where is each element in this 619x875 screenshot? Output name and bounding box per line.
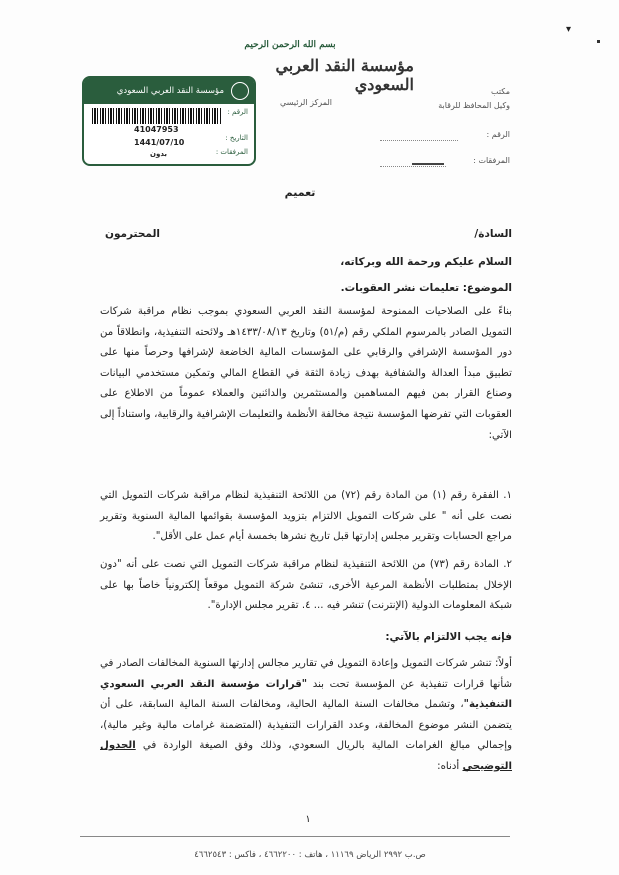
attach-dash <box>412 163 444 165</box>
dept-line-1: مكتب <box>491 87 510 96</box>
stamp-date: 1441/07/10 <box>134 138 185 147</box>
stamp-header <box>84 78 254 104</box>
first-requirement-text-b: ، وتشمل مخالفات السنة المالية الحالية، ومخالفات السنة المالية السابقة، على أن يتضمن النشر موضوع المخالفة، وعدد القرارات التنفيذية (المتضمنة غرامات مالية وغير مالية)، وإجمالي مبالغ الغرامات المالية بالريال السعودي، وذلك وفق الصيغة الواردة في <box>100 699 512 752</box>
subject: الموضوع: تعليمات نشر العقوبات. <box>340 282 512 294</box>
org-name-logo: مؤسسة النقد العربي السعودي <box>275 56 414 94</box>
corner-mark-icon: ▾ <box>566 24 572 35</box>
clause-1: ١. الفقرة رقم (١) من المادة رقم (٧٢) من اللائحة التنفيذية لنظام مراقبة شركات التمويل التي نصت على أنه " على شركات التمويل الالتزام بتزويد المؤسسة بقوائمها المالية السنوية وتقرير مراجع الحسابات وتقرير مجلس إدارتها قبل تاريخ نشرها بخمسة أيام عمل على الأقل". <box>100 490 512 543</box>
intro-paragraph: بناءً على الصلاحيات الممنوحة لمؤسسة النقد العربي السعودي بموجب نظام مراقبة شركات التمويل الصادر بالمرسوم الملكي رقم (م/٥١) وتاريخ ١٤٣٣/٠٨/١٣هـ ولائحته التنفيذية، وانطلاقاً من دور المؤسسة الإشرافي والرقابي على المؤسسات المالية الخاضعة لإشرافها وحرصاً منها على تطبيق مبدأ العدالة والشفافية بهدف زيادة الثقة في القطاع المالي وتمكين مستخدمي البيانات وصناع القرار بمن فيهم المساهمين والمستثمرين والدائنين والعملاء عموماً من الاطلاع على العقوبات التي تفرضها المؤسسة نتيجة مخالفة الأنظمة والتعليمات الإشرافية والرقابية، واستناداً إلى الآتي: <box>100 306 512 441</box>
ref-line <box>380 140 458 141</box>
barcode <box>92 108 222 124</box>
stamp-attach-label: المرفقات : <box>215 148 248 156</box>
basmala: بسم الله الرحمن الرحيم <box>244 40 336 50</box>
clause-2: ٢. المادة رقم (٧٣) من اللائحة التنفيذية لنظام مراقبة شركات التمويل التي نصت على أنه "دون الإخلال بمتطلبات الأنظمة المرعية الأخرى، تنشئ شركة التمويل موقعاً إلكترونياً خاصاً بها على شبكة المعلومات الدولية (الإنترنت) تنشر فيه ... ٤. تقرير مجلس الإدارة". <box>100 559 512 612</box>
greeting: السلام عليكم ورحمة الله وبركاته، <box>340 256 512 268</box>
sama-emblem-icon <box>231 82 249 100</box>
office-name: المركز الرئيسي <box>280 98 332 107</box>
obligation-heading: فإنه يجب الالتزام بالآتي: <box>385 631 512 643</box>
stamp-org: مؤسسة النقد العربي السعودي <box>116 86 224 96</box>
footer-rule <box>80 836 510 837</box>
stamp-attach: بدون <box>150 150 167 158</box>
table-reference: الجدول التوضيحي <box>100 740 512 772</box>
first-requirement-text-a: أولاً: تنشر شركات التمويل وإعادة التمويل في تقارير مجالس إدارتها السنوية المخالفات الصادر في شأنها قرارات تنفيذية عن المؤسسة تحت بند <box>100 658 512 690</box>
corner-dot-icon <box>597 40 600 43</box>
attach-line <box>380 166 446 167</box>
circular-title: تعميم <box>284 186 316 199</box>
ref-label: الرقم : <box>486 130 510 139</box>
stamp-number-label: الرقم : <box>227 108 248 116</box>
footer-address: ص.ب ٢٩٩٢ الرياض ١١١٦٩ ، هاتف : ٤٦٦٢٢٠٠ ، فاكس : ٤٦٦٢٥٤٣ <box>194 850 426 860</box>
addressee: السادة/ <box>474 228 512 240</box>
stamp-date-label: التاريخ : <box>225 134 248 142</box>
registry-stamp <box>82 76 256 166</box>
honorific: المحترمون <box>104 228 160 240</box>
stamp-number: 41047953 <box>134 125 179 134</box>
page-number: ١ <box>305 814 311 825</box>
first-requirement-quote: "قرارات مؤسسة النقد العربي السعودي التنفيذية" <box>100 678 512 711</box>
first-requirement <box>100 654 512 778</box>
first-requirement-text-c: أدناه: <box>437 760 463 772</box>
attach-label: المرفقات : <box>473 156 510 165</box>
dept-line-2: وكيل المحافظ للرقابة <box>438 101 510 110</box>
